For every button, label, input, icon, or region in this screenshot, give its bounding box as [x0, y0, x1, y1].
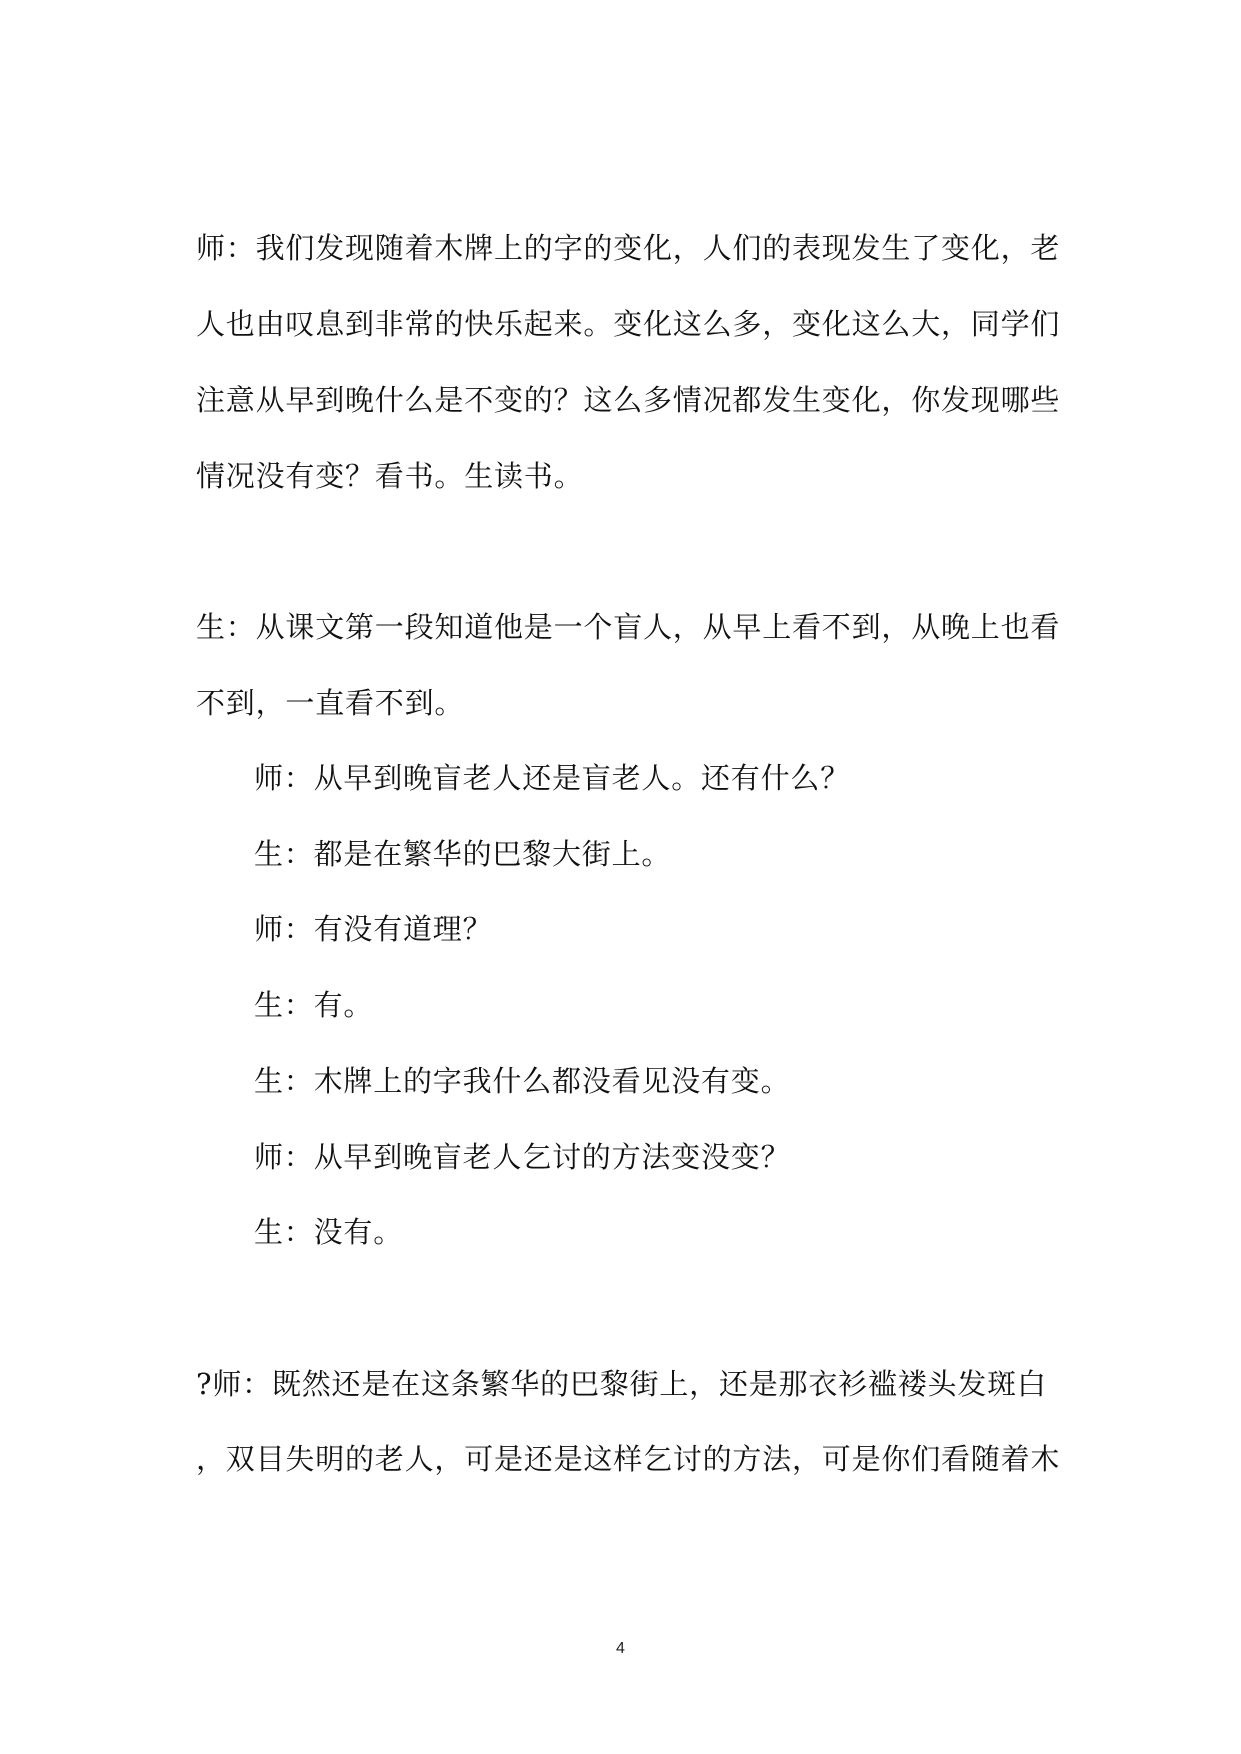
page-number: 4 [616, 1640, 625, 1657]
paragraph-1-line-1: 师：我们发现随着木牌上的字的变化，人们的表现发生了变化，老 [196, 231, 1061, 265]
dialogue-line: 师：从早到晚盲老人还是盲老人。还有什么？ [254, 761, 851, 795]
dialogue-line: 生：没有。 [254, 1215, 404, 1249]
dialogue-line: 师：从早到晚盲老人乞讨的方法变没变？ [254, 1140, 791, 1174]
paragraph-2-line-2: 不到，一直看不到。 [196, 686, 465, 720]
dialogue-line: 师：有没有道理？ [254, 912, 493, 946]
paragraph-1-line-3: 注意从早到晚什么是不变的？这么多情况都发生变化，你发现哪些 [196, 383, 1061, 417]
dialogue-line: 生：有。 [254, 988, 374, 1022]
paragraph-2-line-1: 生：从课文第一段知道他是一个盲人，从早上看不到，从晚上也看 [196, 610, 1061, 644]
paragraph-1-line-4: 情况没有变？看书。生读书。 [196, 459, 584, 493]
closing-line-2: ，双目失明的老人，可是还是这样乞讨的方法，可是你们看随着木 [196, 1442, 1061, 1476]
dialogue-line: 生：木牌上的字我什么都没看见没有变。 [254, 1064, 791, 1098]
closing-line-1: ?师：既然还是在这条繁华的巴黎街上，还是那衣衫褴褛头发斑白 [196, 1367, 1047, 1401]
paragraph-1-line-2: 人也由叹息到非常的快乐起来。变化这么多，变化这么大，同学们 [196, 307, 1061, 341]
dialogue-line: 生：都是在繁华的巴黎大街上。 [254, 837, 672, 871]
